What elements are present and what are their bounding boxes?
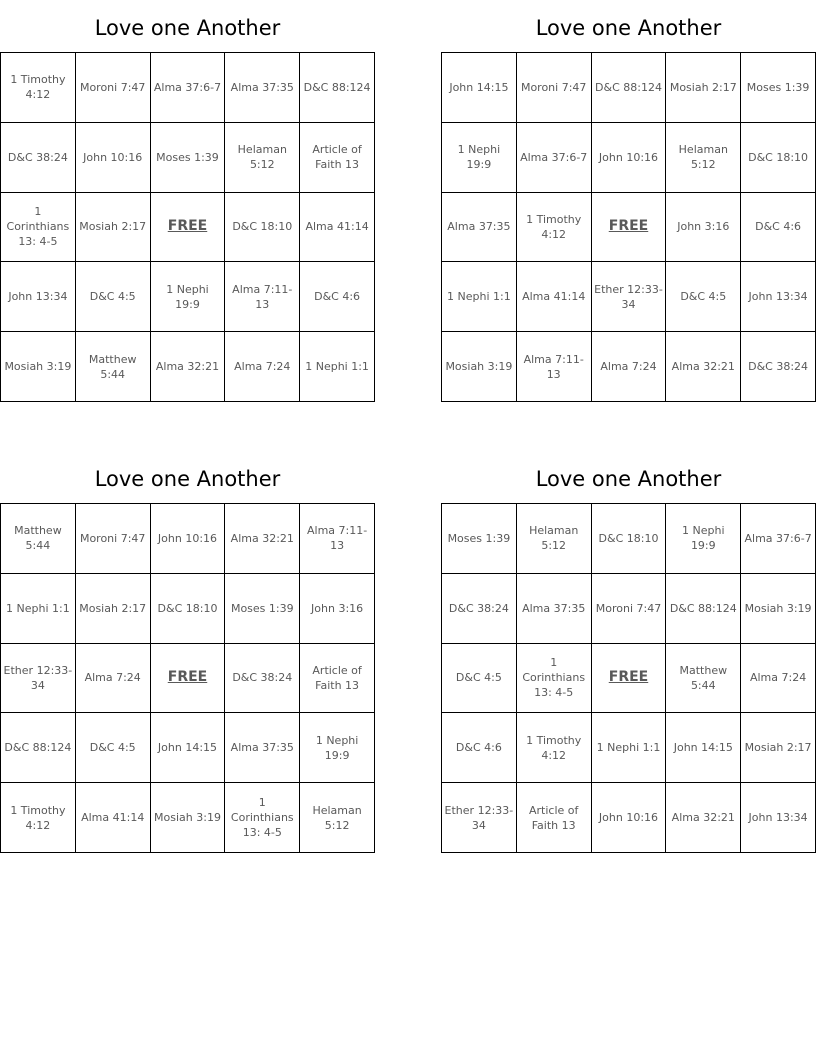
bingo-cell: 1 Nephi 1:1 bbox=[442, 262, 517, 332]
bingo-cell: Mosiah 2:17 bbox=[76, 193, 151, 263]
bingo-cell: D&C 4:6 bbox=[442, 713, 517, 783]
bingo-cell: John 14:15 bbox=[666, 713, 741, 783]
free-space-cell: FREE bbox=[151, 193, 226, 263]
bingo-cell: John 3:16 bbox=[300, 574, 375, 644]
card-title: Love one Another bbox=[535, 467, 722, 491]
bingo-cell: Mosiah 3:19 bbox=[741, 574, 816, 644]
bingo-cell: 1 Timothy 4:12 bbox=[517, 193, 592, 263]
bingo-cell: John 13:34 bbox=[1, 262, 76, 332]
bingo-cell: Article of Faith 13 bbox=[300, 644, 375, 714]
bingo-cell: Mosiah 2:17 bbox=[76, 574, 151, 644]
bingo-cell: D&C 18:10 bbox=[741, 123, 816, 193]
bingo-cell: 1 Corinthians 13: 4-5 bbox=[225, 783, 300, 853]
free-space-cell: FREE bbox=[592, 644, 667, 714]
bingo-cell: 1 Nephi 1:1 bbox=[1, 574, 76, 644]
bingo-cell: D&C 88:124 bbox=[666, 574, 741, 644]
bingo-cell: Moses 1:39 bbox=[151, 123, 226, 193]
bingo-cell: Ether 12:33-34 bbox=[1, 644, 76, 714]
bingo-cell: John 14:15 bbox=[151, 713, 226, 783]
bingo-cell: John 10:16 bbox=[592, 783, 667, 853]
bingo-cell: Alma 37:35 bbox=[517, 574, 592, 644]
bingo-cell: John 13:34 bbox=[741, 262, 816, 332]
bingo-cell: D&C 38:24 bbox=[225, 644, 300, 714]
bingo-cell: Helaman 5:12 bbox=[666, 123, 741, 193]
bingo-cell: Alma 7:24 bbox=[225, 332, 300, 402]
bingo-cell: John 14:15 bbox=[442, 53, 517, 123]
bingo-cell: D&C 4:5 bbox=[442, 644, 517, 714]
bingo-cell: Alma 37:6-7 bbox=[517, 123, 592, 193]
bingo-cell: Mosiah 3:19 bbox=[442, 332, 517, 402]
bingo-cell: Alma 7:11-13 bbox=[517, 332, 592, 402]
card-title: Love one Another bbox=[94, 467, 281, 491]
bingo-cell: John 3:16 bbox=[666, 193, 741, 263]
bingo-cell: D&C 18:10 bbox=[151, 574, 226, 644]
bingo-cell: Alma 41:14 bbox=[300, 193, 375, 263]
free-space-cell: FREE bbox=[592, 193, 667, 263]
bingo-cell: Moroni 7:47 bbox=[592, 574, 667, 644]
bingo-cell: Helaman 5:12 bbox=[300, 783, 375, 853]
bingo-cell: D&C 88:124 bbox=[1, 713, 76, 783]
card-title: Love one Another bbox=[535, 16, 722, 40]
bingo-cell: 1 Timothy 4:12 bbox=[517, 713, 592, 783]
bingo-cell: Alma 7:24 bbox=[592, 332, 667, 402]
bingo-cell: 1 Nephi 19:9 bbox=[666, 504, 741, 574]
bingo-cell: Alma 37:35 bbox=[225, 713, 300, 783]
bingo-cell: D&C 4:5 bbox=[76, 262, 151, 332]
bingo-grid bbox=[441, 52, 816, 402]
bingo-cell: Alma 32:21 bbox=[666, 783, 741, 853]
bingo-cell: John 10:16 bbox=[76, 123, 151, 193]
bingo-grid bbox=[441, 503, 816, 853]
bingo-cell: Mosiah 3:19 bbox=[151, 783, 226, 853]
bingo-cell: Alma 7:11-13 bbox=[225, 262, 300, 332]
bingo-cell: D&C 38:24 bbox=[1, 123, 76, 193]
bingo-cell: Moses 1:39 bbox=[741, 53, 816, 123]
bingo-cell: Alma 7:24 bbox=[741, 644, 816, 714]
bingo-cell: Mosiah 3:19 bbox=[1, 332, 76, 402]
card-title: Love one Another bbox=[94, 16, 281, 40]
bingo-cell: Alma 32:21 bbox=[151, 332, 226, 402]
bingo-cell: 1 Timothy 4:12 bbox=[1, 783, 76, 853]
bingo-cell: Alma 37:35 bbox=[442, 193, 517, 263]
free-space-cell: FREE bbox=[151, 644, 226, 714]
bingo-cell: 1 Nephi 1:1 bbox=[300, 332, 375, 402]
bingo-cell: 1 Corinthians 13: 4-5 bbox=[517, 644, 592, 714]
bingo-cell: John 10:16 bbox=[592, 123, 667, 193]
bingo-cell: Ether 12:33-34 bbox=[592, 262, 667, 332]
bingo-cell: 1 Nephi 19:9 bbox=[442, 123, 517, 193]
bingo-cell: D&C 38:24 bbox=[741, 332, 816, 402]
bingo-cell: 1 Corinthians 13: 4-5 bbox=[1, 193, 76, 263]
bingo-cell: Helaman 5:12 bbox=[517, 504, 592, 574]
bingo-cell: D&C 38:24 bbox=[442, 574, 517, 644]
bingo-cell: Moroni 7:47 bbox=[517, 53, 592, 123]
bingo-cell: Moroni 7:47 bbox=[76, 53, 151, 123]
bingo-cell: Article of Faith 13 bbox=[300, 123, 375, 193]
bingo-cell: D&C 18:10 bbox=[592, 504, 667, 574]
bingo-cell: Alma 41:14 bbox=[517, 262, 592, 332]
bingo-cell: Matthew 5:44 bbox=[76, 332, 151, 402]
bingo-cell: 1 Timothy 4:12 bbox=[1, 53, 76, 123]
bingo-cell: 1 Nephi 1:1 bbox=[592, 713, 667, 783]
bingo-cell: Matthew 5:44 bbox=[1, 504, 76, 574]
bingo-cell: Ether 12:33-34 bbox=[442, 783, 517, 853]
bingo-cell: Alma 32:21 bbox=[666, 332, 741, 402]
bingo-cell: Alma 7:11-13 bbox=[300, 504, 375, 574]
bingo-grid bbox=[0, 52, 375, 402]
bingo-cell: John 13:34 bbox=[741, 783, 816, 853]
bingo-cell: D&C 4:6 bbox=[741, 193, 816, 263]
bingo-cell: D&C 88:124 bbox=[592, 53, 667, 123]
bingo-cell: Alma 37:6-7 bbox=[741, 504, 816, 574]
bingo-cell: Alma 37:35 bbox=[225, 53, 300, 123]
bingo-cell: 1 Nephi 19:9 bbox=[300, 713, 375, 783]
bingo-grid bbox=[0, 503, 375, 853]
bingo-cell: Alma 7:24 bbox=[76, 644, 151, 714]
bingo-cell: 1 Nephi 19:9 bbox=[151, 262, 226, 332]
bingo-cell: Moses 1:39 bbox=[225, 574, 300, 644]
bingo-cell: Alma 37:6-7 bbox=[151, 53, 226, 123]
bingo-cell: Mosiah 2:17 bbox=[741, 713, 816, 783]
bingo-cell: D&C 18:10 bbox=[225, 193, 300, 263]
bingo-cell: Article of Faith 13 bbox=[517, 783, 592, 853]
bingo-cell: D&C 4:6 bbox=[300, 262, 375, 332]
bingo-cell: D&C 88:124 bbox=[300, 53, 375, 123]
bingo-cell: Alma 32:21 bbox=[225, 504, 300, 574]
bingo-cell: Helaman 5:12 bbox=[225, 123, 300, 193]
bingo-cell: Moses 1:39 bbox=[442, 504, 517, 574]
bingo-cell: Alma 41:14 bbox=[76, 783, 151, 853]
bingo-cell: John 10:16 bbox=[151, 504, 226, 574]
bingo-cell: D&C 4:5 bbox=[76, 713, 151, 783]
bingo-cell: Moroni 7:47 bbox=[76, 504, 151, 574]
bingo-cell: Matthew 5:44 bbox=[666, 644, 741, 714]
bingo-cell: Mosiah 2:17 bbox=[666, 53, 741, 123]
bingo-cell: D&C 4:5 bbox=[666, 262, 741, 332]
